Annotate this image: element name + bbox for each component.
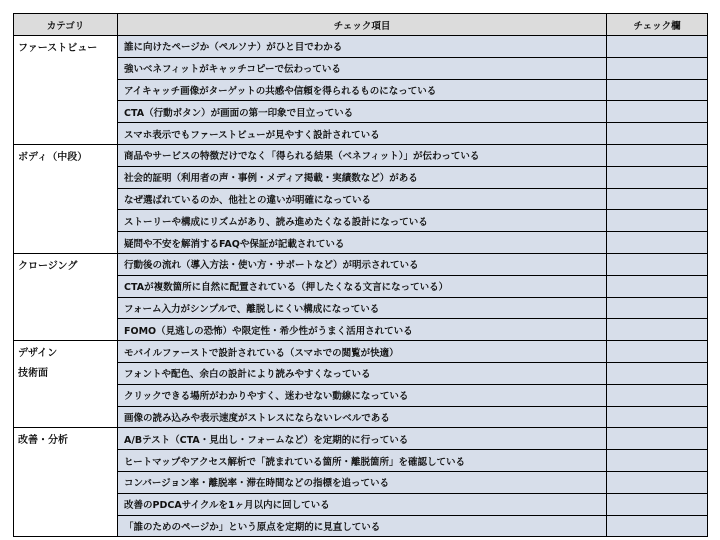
check-item-text: なぜ選ばれているのか、他社との違いが明確になっている bbox=[118, 188, 607, 210]
table-row bbox=[14, 144, 708, 166]
category-cell: デザイン 技術面 bbox=[14, 341, 118, 428]
check-cell[interactable] bbox=[607, 253, 708, 275]
table-row bbox=[14, 384, 708, 406]
check-item-text: CTA（行動ボタン）が画面の第一印象で目立っている bbox=[118, 101, 607, 123]
check-item-text: モバイルファーストで設計されている（スマホでの閲覧が快適） bbox=[118, 341, 607, 363]
check-item-text: 疑問や不安を解消するFAQや保証が記載されている bbox=[118, 232, 607, 254]
table-row bbox=[14, 123, 708, 145]
check-item-text: 改善のPDCAサイクルを1ヶ月以内に回している bbox=[118, 493, 607, 515]
check-cell[interactable] bbox=[607, 123, 708, 145]
table-row bbox=[14, 471, 708, 493]
table-row bbox=[14, 253, 708, 275]
check-item-text: アイキャッチ画像がターゲットの共感や信頼を得られるものになっている bbox=[118, 79, 607, 101]
check-cell[interactable] bbox=[607, 362, 708, 384]
check-item-text: 社会的証明（利用者の声・事例・メディア掲載・実績数など）がある bbox=[118, 166, 607, 188]
table-row bbox=[14, 319, 708, 341]
table-row bbox=[14, 362, 708, 384]
check-item-text: A/Bテスト（CTA・見出し・フォームなど）を定期的に行っている bbox=[118, 428, 607, 450]
check-item-text: ストーリーや構成にリズムがあり、読み進めたくなる設計になっている bbox=[118, 210, 607, 232]
check-item-text: フォーム入力がシンプルで、離脱しにくい構成になっている bbox=[118, 297, 607, 319]
check-item-text: フォントや配色、余白の設計により読みやすくなっている bbox=[118, 362, 607, 384]
table-row bbox=[14, 406, 708, 428]
header-category: カテゴリ bbox=[14, 14, 118, 36]
table-header-row bbox=[14, 14, 708, 36]
table-row bbox=[14, 428, 708, 450]
check-cell[interactable] bbox=[607, 493, 708, 515]
check-item-text: 画像の読み込みや表示速度がストレスにならないレベルである bbox=[118, 406, 607, 428]
check-cell[interactable] bbox=[607, 319, 708, 341]
check-item-text: クリックできる場所がわかりやすく、迷わせない動線になっている bbox=[118, 384, 607, 406]
table-row bbox=[14, 232, 708, 254]
check-item-text: FOMO（見逃しの恐怖）や限定性・希少性がうまく活用されている bbox=[118, 319, 607, 341]
table-body bbox=[14, 36, 708, 537]
check-item-text: コンバージョン率・離脱率・滞在時間などの指標を追っている bbox=[118, 471, 607, 493]
table-row bbox=[14, 79, 708, 101]
table-row bbox=[14, 188, 708, 210]
table-row bbox=[14, 275, 708, 297]
category-cell: ファーストビュー bbox=[14, 36, 118, 145]
check-item-text: ヒートマップやアクセス解析で「読まれている箇所・離脱箇所」を確認している bbox=[118, 450, 607, 472]
table-row bbox=[14, 57, 708, 79]
check-item-text: 強いベネフィットがキャッチコピーで伝わっている bbox=[118, 57, 607, 79]
check-item-text: スマホ表示でもファーストビューが見やすく設計されている bbox=[118, 123, 607, 145]
check-cell[interactable] bbox=[607, 471, 708, 493]
check-cell[interactable] bbox=[607, 515, 708, 537]
table-row bbox=[14, 210, 708, 232]
table-row bbox=[14, 166, 708, 188]
check-cell[interactable] bbox=[607, 275, 708, 297]
check-cell[interactable] bbox=[607, 210, 708, 232]
check-cell[interactable] bbox=[607, 101, 708, 123]
check-cell[interactable] bbox=[607, 232, 708, 254]
check-cell[interactable] bbox=[607, 341, 708, 363]
check-item-text: 商品やサービスの特徴だけでなく「得られる結果（ベネフィット）」が伝わっている bbox=[118, 144, 607, 166]
check-cell[interactable] bbox=[607, 144, 708, 166]
check-cell[interactable] bbox=[607, 428, 708, 450]
table-row bbox=[14, 493, 708, 515]
check-item-text: 行動後の流れ（導入方法・使い方・サポートなど）が明示されている bbox=[118, 253, 607, 275]
header-check: チェック欄 bbox=[607, 14, 708, 36]
check-item-text: 「誰のためのページか」という原点を定期的に見直している bbox=[118, 515, 607, 537]
checklist-table bbox=[13, 13, 708, 537]
checklist-container bbox=[13, 13, 707, 537]
check-cell[interactable] bbox=[607, 188, 708, 210]
check-cell[interactable] bbox=[607, 166, 708, 188]
table-row bbox=[14, 515, 708, 537]
check-item-text: 誰に向けたページか（ペルソナ）がひと目でわかる bbox=[118, 36, 607, 58]
table-row bbox=[14, 450, 708, 472]
category-cell: ボディ（中段） bbox=[14, 144, 118, 253]
category-cell: クロージング bbox=[14, 253, 118, 340]
check-cell[interactable] bbox=[607, 450, 708, 472]
table-row bbox=[14, 36, 708, 58]
check-item-text: CTAが複数箇所に自然に配置されている（押したくなる文言になっている） bbox=[118, 275, 607, 297]
check-cell[interactable] bbox=[607, 297, 708, 319]
table-row bbox=[14, 341, 708, 363]
check-cell[interactable] bbox=[607, 406, 708, 428]
category-cell: 改善・分析 bbox=[14, 428, 118, 537]
check-cell[interactable] bbox=[607, 36, 708, 58]
check-cell[interactable] bbox=[607, 57, 708, 79]
check-cell[interactable] bbox=[607, 384, 708, 406]
check-cell[interactable] bbox=[607, 79, 708, 101]
header-item: チェック項目 bbox=[118, 14, 607, 36]
table-row bbox=[14, 101, 708, 123]
table-row bbox=[14, 297, 708, 319]
